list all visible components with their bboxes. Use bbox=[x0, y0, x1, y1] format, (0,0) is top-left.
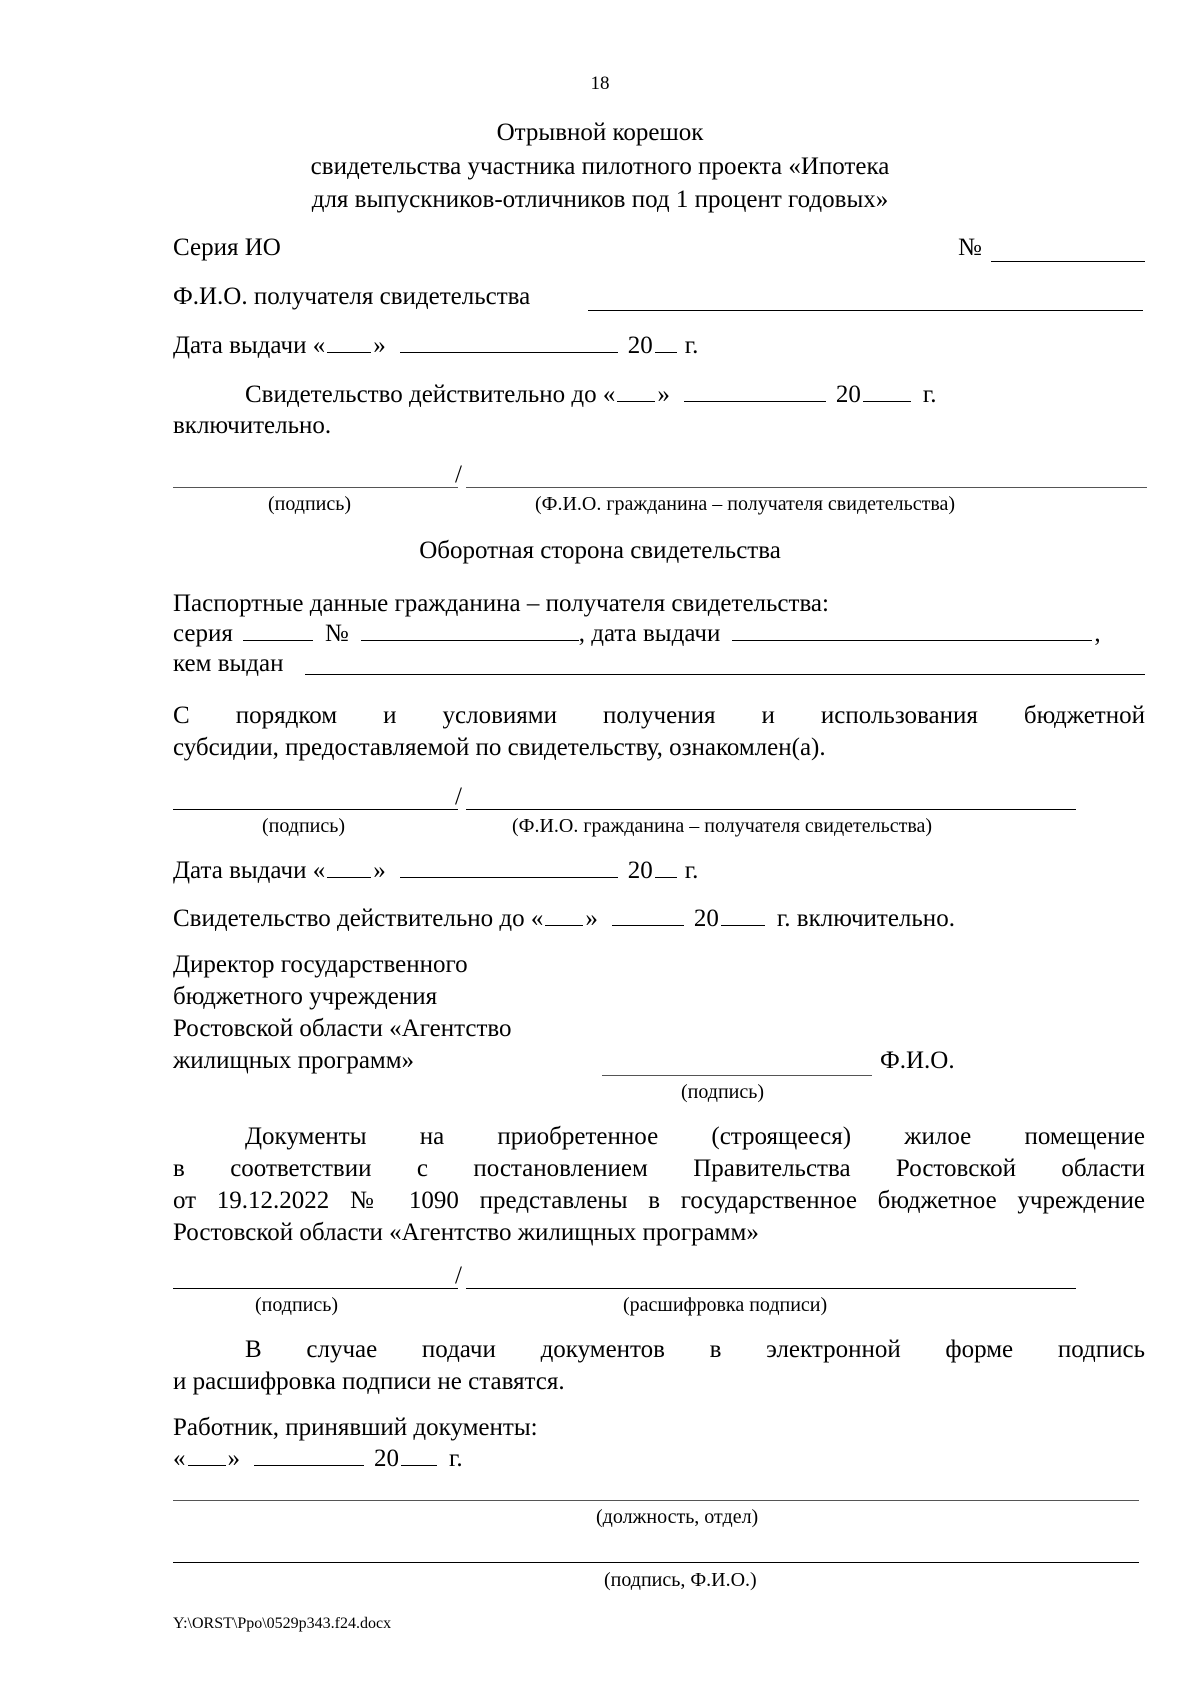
reverse-fio-line bbox=[466, 809, 1076, 810]
recipient-field-line bbox=[588, 310, 1143, 311]
year-blank bbox=[655, 332, 677, 353]
passport-number-label: № bbox=[324, 620, 349, 647]
stub-issue-date bbox=[173, 331, 698, 361]
valid-suffix: включительно. bbox=[173, 412, 332, 439]
valid-year-blank bbox=[863, 381, 911, 402]
reverse-valid-year-blank bbox=[721, 905, 765, 926]
reverse-valid-month-blank bbox=[612, 905, 684, 926]
director-line-1: Директор государственного bbox=[173, 951, 468, 978]
stub-title-line-3: для выпускников-отличников под 1 процент годовых» bbox=[311, 186, 889, 213]
series-label: Серия ИО bbox=[173, 234, 281, 261]
reverse-year-suffix: г. bbox=[684, 857, 699, 884]
valid-close: » bbox=[657, 381, 670, 408]
documents-caption-signature: (подпись) bbox=[255, 1294, 339, 1316]
passport-series-row bbox=[173, 619, 1101, 649]
number-field-line bbox=[991, 261, 1145, 262]
page-number: 18 bbox=[590, 73, 610, 94]
documents-line-3: от 19.12.2022 № 1090 представлены в государственное бюджетное учреждение bbox=[173, 1187, 1145, 1214]
worker-month-blank bbox=[254, 1445, 364, 1466]
documents-slash: / bbox=[455, 1262, 462, 1289]
reverse-valid-day-blank bbox=[545, 905, 583, 926]
reverse-valid-year-prefix: 20 bbox=[693, 905, 719, 932]
worker-day-blank bbox=[188, 1445, 226, 1466]
passport-series-label: серия bbox=[173, 620, 233, 647]
documents-decoding-line bbox=[466, 1288, 1076, 1289]
stub-caption-fio: (Ф.И.О. гражданина – получателя свидетельства) bbox=[535, 493, 956, 515]
signature-fio-line bbox=[173, 1562, 1139, 1563]
passport-issue-date-blank bbox=[732, 620, 1092, 641]
valid-year-prefix: 20 bbox=[835, 381, 861, 408]
director-line-3: Ростовской области «Агентство bbox=[173, 1015, 512, 1042]
stub-title-line-2: свидетельства участника пилотного проекта «Ипотека bbox=[310, 153, 890, 180]
stub-fio-line bbox=[466, 487, 1147, 488]
reverse-issue-date bbox=[173, 856, 698, 886]
electronic-line-1: В случае подачи документов в электронной форме подпись bbox=[245, 1336, 1145, 1363]
worker-date-close: » bbox=[227, 1445, 240, 1472]
recipient-label: Ф.И.О. получателя свидетельства bbox=[173, 283, 531, 310]
documents-caption-decoding: (расшифровка подписи) bbox=[623, 1294, 828, 1316]
stub-validity bbox=[245, 380, 937, 410]
documents-line-2: в соответствии с постановлением Правительства Ростовской области bbox=[173, 1155, 1145, 1182]
director-fio: Ф.И.О. bbox=[880, 1047, 955, 1074]
valid-day-blank bbox=[617, 381, 655, 402]
reverse-year-blank bbox=[655, 857, 677, 878]
reverse-issue-date-close: » bbox=[373, 857, 386, 884]
number-label: № bbox=[958, 234, 982, 261]
conditions-line-1: С порядком и условиями получения и использования бюджетной bbox=[173, 702, 1145, 729]
director-caption: (подпись) bbox=[681, 1081, 765, 1103]
stub-caption-signature: (подпись) bbox=[268, 493, 352, 515]
year-suffix: г. bbox=[684, 332, 699, 359]
reverse-caption-fio: (Ф.И.О. гражданина – получателя свидетельства) bbox=[512, 815, 933, 837]
month-blank bbox=[400, 332, 618, 353]
worker-date-open: « bbox=[173, 1445, 186, 1472]
footer-file-path: Y:\ORST\Ppo\0529p343.f24.docx bbox=[173, 1615, 392, 1632]
reverse-title: Оборотная сторона свидетельства bbox=[419, 537, 781, 564]
issue-date-prefix: Дата выдачи « bbox=[173, 332, 326, 359]
reverse-valid-suffix: г. включительно. bbox=[776, 905, 955, 932]
issue-date-close: » bbox=[373, 332, 386, 359]
worker-year-suffix: г. bbox=[449, 1445, 463, 1472]
reverse-signature-slash: / bbox=[455, 783, 462, 810]
worker-year-blank bbox=[401, 1445, 437, 1466]
reverse-day-blank bbox=[327, 857, 371, 878]
director-line-2: бюджетного учреждения bbox=[173, 983, 438, 1010]
stub-signature-slash: / bbox=[455, 461, 462, 488]
position-line bbox=[173, 1500, 1139, 1501]
passport-comma: , bbox=[1094, 620, 1101, 647]
worker-year-prefix: 20 bbox=[374, 1445, 399, 1472]
reverse-caption-signature: (подпись) bbox=[262, 815, 346, 837]
position-caption: (должность, отдел) bbox=[596, 1506, 759, 1528]
valid-prefix: Свидетельство действительно до « bbox=[245, 381, 616, 408]
reverse-signature-line bbox=[173, 809, 458, 810]
documents-signature-line bbox=[173, 1288, 458, 1289]
reverse-validity bbox=[173, 904, 955, 934]
valid-year-suffix: г. bbox=[922, 381, 937, 408]
director-signature-line bbox=[602, 1075, 872, 1076]
passport-issued-by-line bbox=[305, 674, 1145, 675]
passport-issued-by-label: кем выдан bbox=[173, 650, 284, 677]
reverse-valid-prefix: Свидетельство действительно до « bbox=[173, 905, 544, 932]
day-blank bbox=[327, 332, 371, 353]
worker-label: Работник, принявший документы: bbox=[173, 1414, 538, 1441]
reverse-month-blank bbox=[400, 857, 618, 878]
passport-heading: Паспортные данные гражданина – получателя свидетельства: bbox=[173, 590, 829, 617]
documents-line-1: Документы на приобретенное (строящееся) жилое помещение bbox=[245, 1123, 1145, 1150]
stub-signature-line bbox=[173, 487, 458, 488]
reverse-valid-close: » bbox=[585, 905, 598, 932]
year-prefix: 20 bbox=[627, 332, 653, 359]
director-line-4: жилищных программ» bbox=[173, 1047, 415, 1074]
worker-date bbox=[173, 1444, 463, 1474]
stub-title-line-1: Отрывной корешок bbox=[496, 119, 704, 146]
documents-line-4: Ростовской области «Агентство жилищных программ» bbox=[173, 1219, 759, 1246]
reverse-year-prefix: 20 bbox=[627, 857, 653, 884]
conditions-line-2: субсидии, предоставляемой по свидетельству, ознакомлен(а). bbox=[173, 734, 826, 761]
passport-number-blank bbox=[361, 620, 579, 641]
signature-fio-caption: (подпись, Ф.И.О.) bbox=[604, 1569, 757, 1591]
valid-month-blank bbox=[684, 381, 826, 402]
passport-series-blank bbox=[243, 620, 313, 641]
reverse-issue-date-prefix: Дата выдачи « bbox=[173, 857, 326, 884]
electronic-line-2: и расшифровка подписи не ставятся. bbox=[173, 1368, 565, 1395]
passport-issue-date-label: , дата выдачи bbox=[578, 620, 721, 647]
